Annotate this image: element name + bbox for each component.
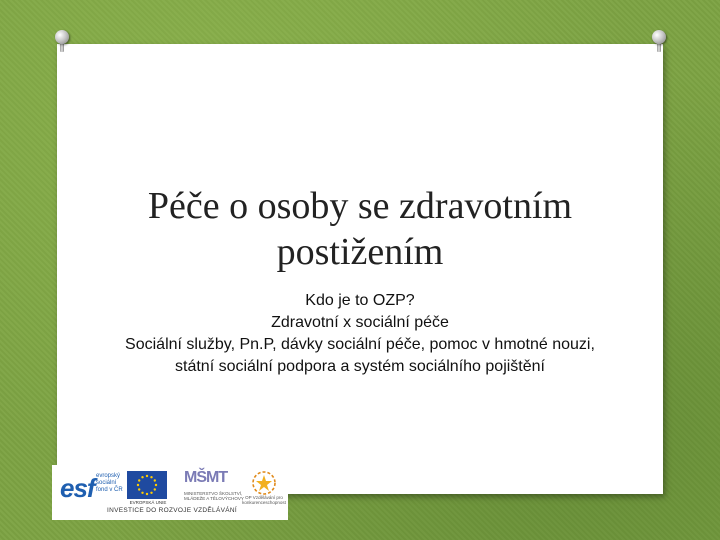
slide-title: Péče o osoby se zdravotním postižením: [147, 185, 573, 273]
funding-logos: [52, 465, 288, 520]
invest-caption: INVESTICE DO ROZVOJE VZDĚLÁVÁNÍ: [107, 507, 237, 514]
op-caption: OP Vzdělávání pro konkurenceschopnost: [242, 495, 286, 505]
subtitle-line: Zdravotní x sociální péče: [271, 314, 449, 331]
esf-logo-caption: evropský sociální fond v ČR: [96, 473, 123, 493]
esf-logo-text: esf: [60, 473, 95, 503]
esf-logo: [60, 471, 122, 503]
msmt-caption: MINISTERSTVO ŠKOLSTVÍ, MLÁDEŽE A TĚLOVÝCHOVY: [184, 491, 244, 501]
pushpin-icon: [55, 30, 69, 52]
msmt-logo: [184, 469, 244, 503]
eu-caption: EVROPSKÁ UNIE: [129, 500, 167, 505]
subtitle-line: Kdo je to OZP?: [305, 292, 415, 309]
pushpin-icon: [652, 30, 666, 52]
msmt-mark: MŠMT: [184, 469, 228, 486]
subtitle-line: Sociální služby, Pn.P, dávky sociální péče, pomoc v hmotné nouzi, státní sociální podpora a systém sociálního pojištění: [125, 336, 595, 375]
eu-flag-icon: [127, 471, 167, 499]
slide-subtitle: [120, 290, 600, 378]
